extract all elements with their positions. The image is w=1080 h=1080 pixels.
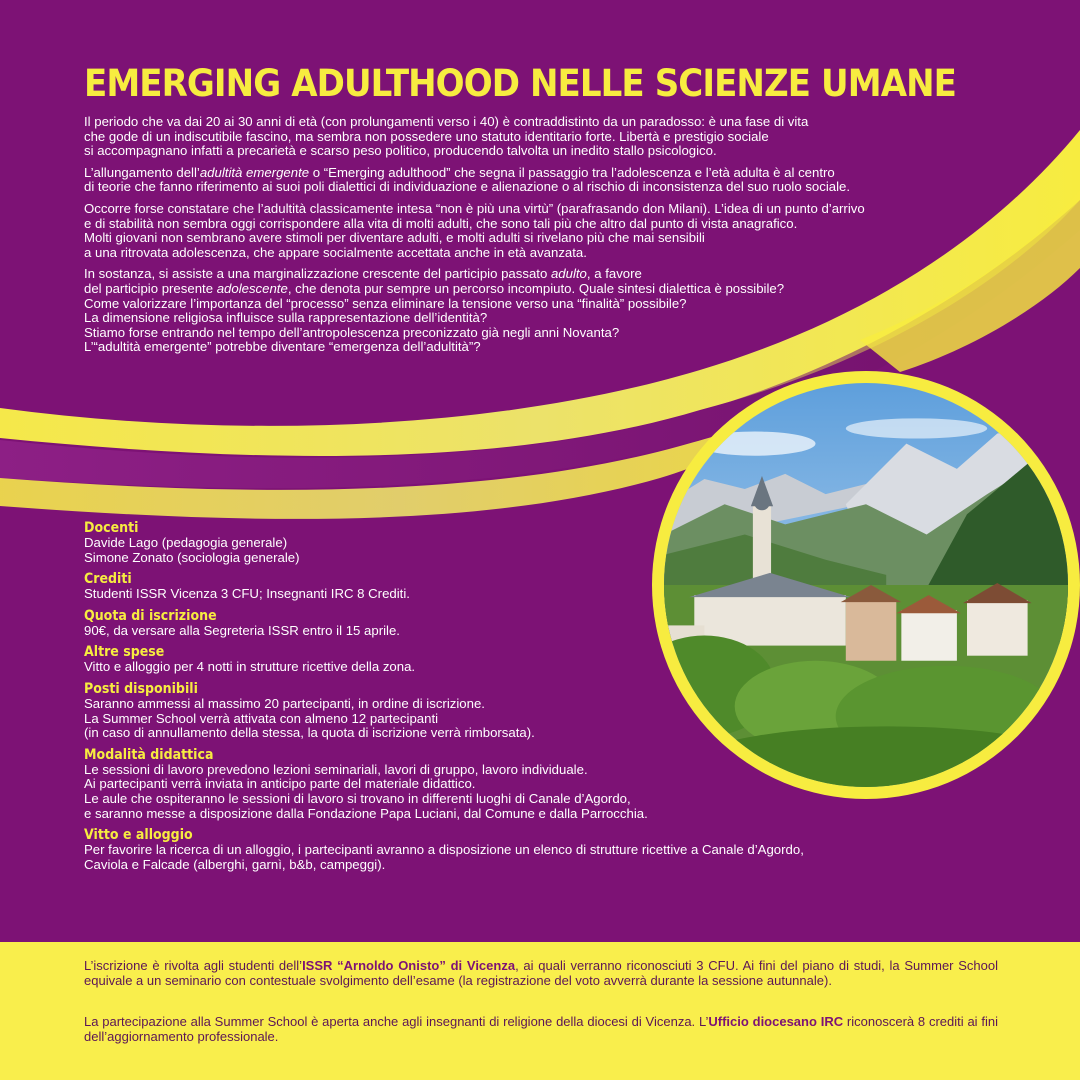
section-line: (in caso di annullamento della stessa, la quota di iscrizione verrà rimborsata). [84, 725, 535, 741]
section-line: Ai partecipanti verrà inviata in anticipo parte del materiale didattico. [84, 776, 476, 792]
text-line: Molti giovani non sembrano avere stimoli per diventare adulti, e molti adulti si rivelano più che mai sensibili [84, 230, 705, 246]
text-line: L’“adultità emergente” potrebbe diventare “emergenza dell’adultità”? [84, 339, 481, 355]
intro-paragraph [84, 166, 1014, 195]
intro-text [84, 115, 1014, 362]
text-fragment: riconoscerà 8 crediti ai fini dell’aggiornamento professionale. [84, 1014, 998, 1044]
text-line [84, 166, 1014, 181]
emphasis-text: adultità emergente [199, 164, 310, 180]
section-posti [84, 682, 1024, 741]
course-info [84, 521, 1024, 879]
emphasis-text: adolescente [216, 280, 288, 296]
section-vitto [84, 828, 1024, 872]
text-line: a una ritrovata adolescenza, che appare socialmente accettata anche in età avanzata. [84, 244, 587, 260]
text-line: si accompagnano infatti a precarietà e scarso peso politico, producendo talvolta un inedito stallo psicologico. [84, 143, 717, 159]
section-line: La Summer School verrà attivata con almeno 12 partecipanti [84, 710, 439, 726]
footer-band [0, 942, 1080, 1080]
text-line: Stiamo forse entrando nel tempo dell’antropolescenza preconizzato già negli anni Novanta? [84, 324, 620, 340]
section-line: Per favorire la ricerca di un alloggio, i partecipanti avranno a disposizione un elenco di strutture ricettive a Canale d’Agordo, [84, 842, 804, 858]
section-line: 90€, da versare alla Segreteria ISSR entro il 15 aprile. [84, 622, 400, 638]
text-fragment: o “Emerging adulthood” che segna il passaggio tra l’adolescenza e l’età adulta è al centro [309, 164, 835, 180]
section-line: Caviola e Falcade (alberghi, garnì, b&b, campeggi). [84, 856, 386, 872]
section-line: e saranno messe a disposizione dalla Fondazione Papa Luciani, dal Comune e dalla Parrocchia. [84, 805, 648, 821]
text-fragment: , ai quali verranno riconosciuti 3 CFU. Ai fini del piano di studi, la Summer School equivale a un seminario con contestuale svolgimento dell’esame (la registrazione del voto avverrà durante la sessione autunnale). [84, 958, 998, 988]
text-fragment: del participio presente [84, 280, 217, 296]
section-line: Simone Zonato (sociologia generale) [84, 549, 300, 565]
section-heading: Vitto e alloggio [84, 827, 193, 844]
text-line [84, 282, 1014, 297]
section-altre-spese [84, 645, 1024, 675]
section-modalita [84, 748, 1024, 821]
section-crediti [84, 572, 1024, 602]
section-docenti [84, 521, 1024, 565]
section-heading: Modalità didattica [84, 746, 214, 763]
section-heading: Quota di iscrizione [84, 607, 217, 624]
text-line: Come valorizzare l’importanza del “processo” senza eliminare la tensione verso una “finalità” possibile? [84, 295, 687, 311]
section-heading: Altre spese [84, 644, 165, 661]
text-line [84, 267, 1014, 282]
emphasis-text: adulto [550, 266, 587, 282]
text-line: e di stabilità non sembra oggi corrispondere alla vita di molti adulti, che sono tali più che altro dal punto di vista anagrafico. [84, 215, 798, 231]
text-fragment: L’iscrizione è rivolta agli studenti dell’ [84, 958, 303, 973]
text-fragment: La partecipazione alla Summer School è aperta anche agli insegnanti di religione della diocesi di Vicenza. L’ [84, 1014, 709, 1029]
intro-paragraph [84, 267, 1014, 355]
page-title: EMERGING ADULTHOOD NELLE SCIENZE UMANE [84, 62, 957, 105]
intro-paragraph [84, 115, 1014, 159]
text-line: Occorre forse constatare che l’adultità classicamente intesa “non è più una virtù” (parafrasando don Milani). L’idea di un punto d’arrivo [84, 200, 865, 216]
section-heading: Docenti [84, 520, 139, 536]
footer-paragraph-irc [84, 1015, 998, 1044]
section-line: Vitto e alloggio per 4 notti in strutture ricettive della zona. [84, 659, 416, 675]
text-fragment: , a favore [586, 266, 642, 282]
section-quota [84, 609, 1024, 639]
section-line: Studenti ISSR Vicenza 3 CFU; Insegnanti IRC 8 Crediti. [84, 586, 410, 602]
section-heading: Posti disponibili [84, 680, 198, 697]
irc-office-name: Ufficio diocesano IRC [708, 1014, 844, 1029]
footer-paragraph-issr [84, 959, 998, 988]
section-line: Saranno ammessi al massimo 20 partecipanti, in ordine di iscrizione. [84, 695, 485, 711]
issr-name: ISSR “Arnoldo Onisto” di Vicenza [302, 958, 516, 973]
text-line: che gode di un indiscutibile fascino, ma sembra non possedere uno statuto identitario forte. Libertà e prestigio sociale [84, 128, 769, 144]
section-line: Le aule che ospiteranno le sessioni di lavoro si trovano in differenti luoghi di Canale d’Agordo, [84, 790, 631, 806]
text-fragment: In sostanza, si assiste a una marginalizzazione crescente del participio passato [84, 266, 551, 282]
intro-paragraph [84, 202, 1014, 260]
text-line: Il periodo che va dai 20 ai 30 anni di età (con prolungamenti verso i 40) è contraddistinto da un paradosso: è una fase di vita [84, 114, 809, 129]
text-fragment: , che denota pur sempre un percorso incompiuto. Quale sintesi dialettica è possibile? [287, 280, 785, 296]
text-line: di teorie che fanno riferimento ai suoi poli dialettici di individuazione e alienazione o al rischio di inconsistenza del suo ruolo sociale. [84, 179, 851, 195]
section-line: Davide Lago (pedagogia generale) [84, 535, 288, 550]
section-line: Le sessioni di lavoro prevedono lezioni seminariali, lavori di gruppo, lavoro individuale. [84, 761, 588, 777]
text-fragment: L’allungamento dell’ [84, 164, 200, 180]
text-line: La dimensione religiosa influisce sulla rappresentazione dell’identità? [84, 310, 488, 326]
section-heading: Crediti [84, 571, 132, 588]
